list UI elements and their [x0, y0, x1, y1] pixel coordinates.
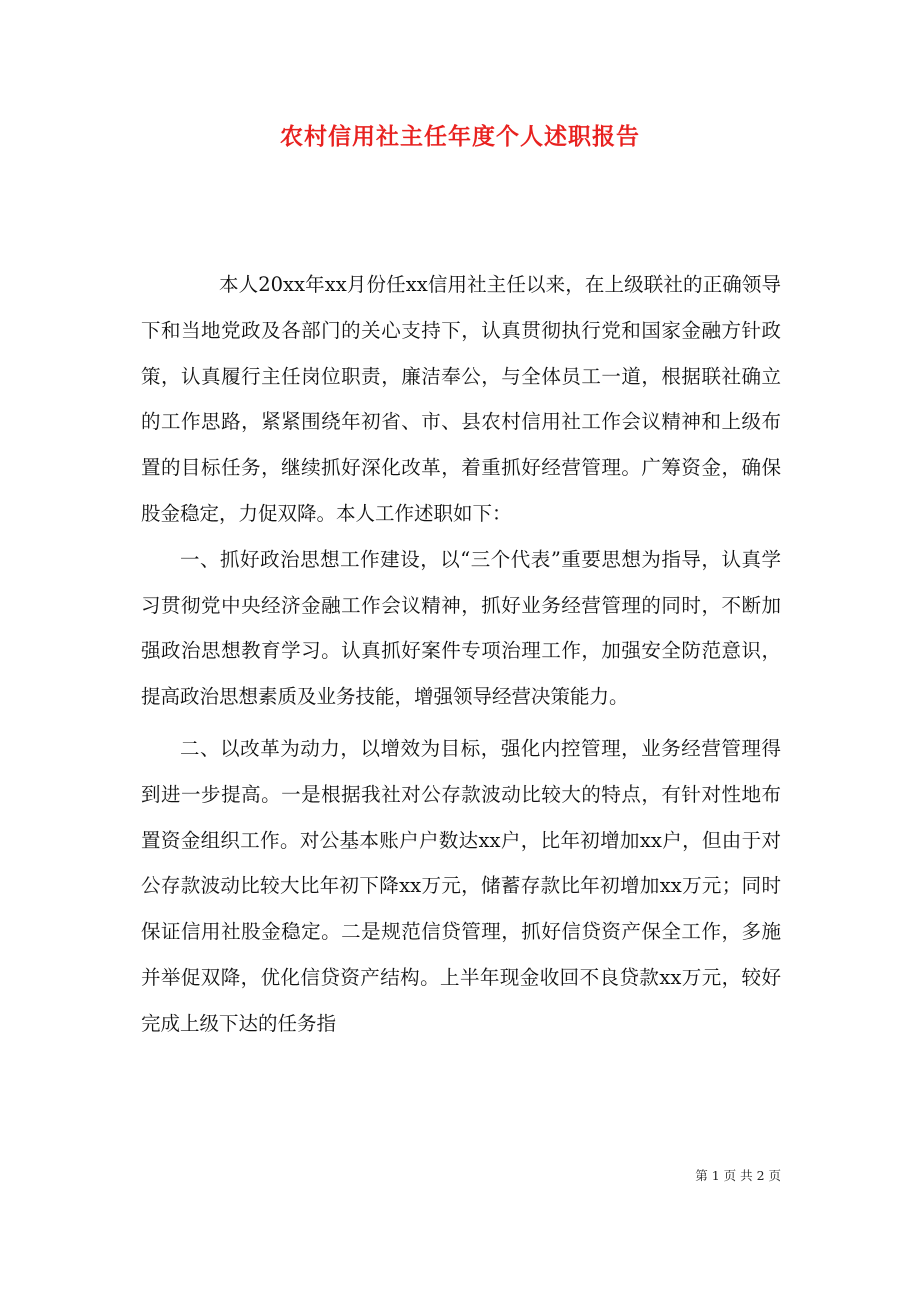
page-footer: 第 1 页 共 2 页	[695, 1168, 781, 1183]
document-body	[141, 262, 781, 1047]
paragraph-section-1: 一、抓好政治思想工作建设，以“三个代表”重要思想为指导，认真学习贯彻党中央经济金融工作会议精神，抓好业务经营管理的同时，不断加强政治思想教育学习。认真抓好案件专项治理工作，加强安全防范意识，提高政治思想素质及业务技能，增强领导经营决策能力。	[141, 547, 781, 709]
paragraph-intro: 本人20xx年xx月份任xx信用社主任以来，在上级联社的正确领导下和当地党政及各部门的关心支持下，认真贯彻执行党和国家金融方针政策，认真履行主任岗位职责，廉洁奉公，与全体员工一道，根据联社确立的工作思路，紧紧围绕年初省、市、县农村信用社工作会议精神和上级布置的目标任务，继续抓好深化改革，着重抓好经营管理。广筹资金，确保股金稳定，力促双降。本人工作述职如下：	[141, 273, 781, 525]
document-title: 农村信用社主任年度个人述职报告	[280, 123, 640, 150]
paragraph-section-2: 二、以改革为动力，以增效为目标，强化内控管理，业务经营管理得到进一步提高。一是根据我社对公存款波动比较大的特点，有针对性地布置资金组织工作。对公基本账户户数达xx户，比年初增加xx户，但由于对公存款波动比较大比年初下降xx万元，储蓄存款比年初增加xx万元；同时保证信用社股金稳定。二是规范信贷管理，抓好信贷资产保全工作，多施并举促双降，优化信贷资产结构。上半年现金收回不良贷款xx万元，较好完成上级下达的任务指	[141, 736, 781, 1035]
